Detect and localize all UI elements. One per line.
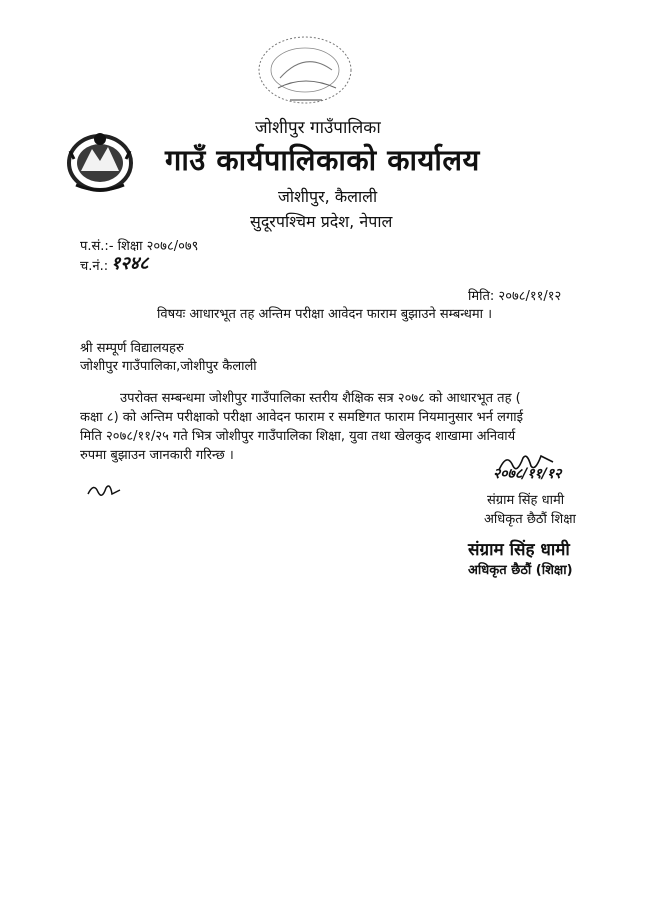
reference-number: प.सं.:- शिक्षा २०७८/०७९ (80, 239, 199, 254)
office-location: जोशीपुर, कैलाली (278, 187, 378, 206)
designation-stamp: अधिकृत छैठौं (शिक्षा) (468, 563, 573, 578)
chalani-label: च.नं.: (80, 259, 109, 274)
signatory-name: संग्राम सिंह धामी (487, 493, 565, 508)
chalani-number-handwritten: १२४८ (111, 253, 149, 274)
handwritten-initials (86, 480, 122, 506)
body-line-4: रुपमा बुझाउन जानकारी गरिन्छ । (80, 448, 234, 463)
letter-date: मिति: २०७८/११/१२ (468, 289, 562, 304)
signatory-designation: अधिकृत छैठौं शिक्षा (484, 512, 576, 527)
body-line-1: उपरोक्त सम्बन्धमा जोशीपुर गाउँपालिका स्तरीय शैक्षिक सत्र २०७८ को आधारभूत तह ( (120, 391, 521, 406)
signature-date-handwritten: २०७८/११/१२ (493, 466, 562, 482)
top-seal-stamp (250, 30, 360, 116)
addressee-line-1: श्री सम्पूर्ण विद्यालयहरु (80, 341, 184, 356)
name-stamp: संग्राम सिंह धामी (468, 540, 570, 560)
addressee-line-2: जोशीपुर गाउँपालिका,जोशीपुर कैलाली (80, 359, 257, 374)
municipality-name: जोशीपुर गाउँपालिका (255, 118, 381, 138)
nepal-emblem (66, 129, 134, 197)
office-province: सुदूरपश्चिम प्रदेश, नेपाल (250, 212, 393, 231)
subject-line: विषयः आधारभूत तह अन्तिम परीक्षा आवेदन फाराम बुझाउने सम्बन्धमा । (157, 307, 493, 322)
body-line-3: मिति २०७८/११/२५ गते भित्र जोशीपुर गाउँपालिका शिक्षा, युवा तथा खेलकुद शाखामा अनिवार्य (80, 429, 516, 444)
body-line-2: कक्षा ८) को अन्तिम परीक्षाको परीक्षा आवेदन फाराम र समष्टिगत फाराम नियमानुसार भर्न लगाई (80, 410, 524, 425)
office-title: गाउँ कार्यपालिकाको कार्यालय (165, 143, 480, 177)
